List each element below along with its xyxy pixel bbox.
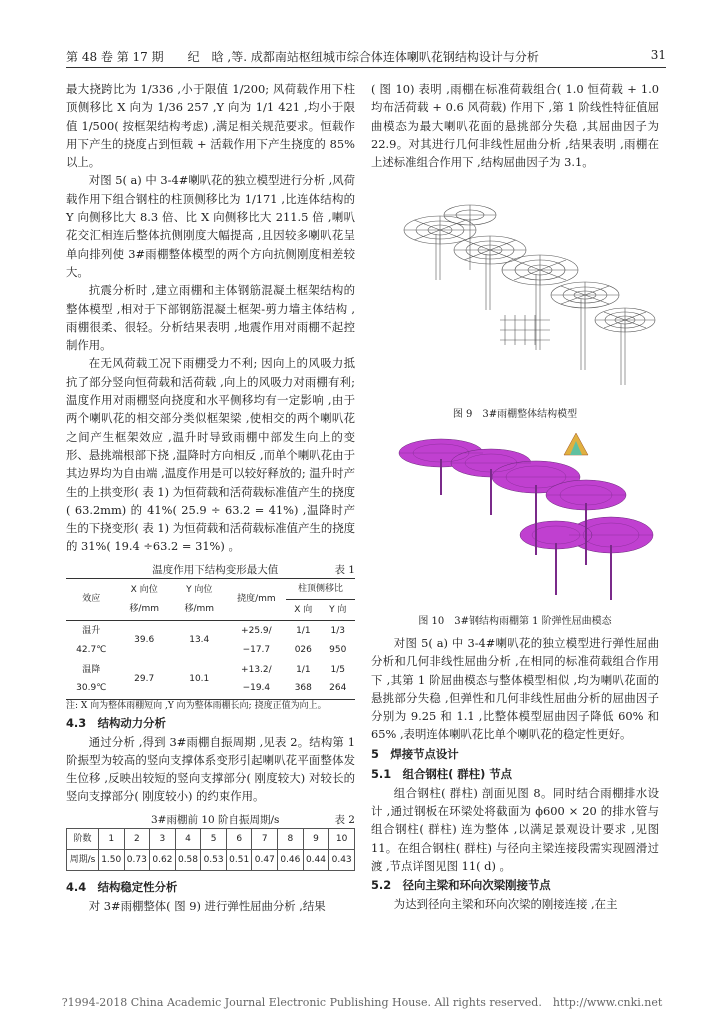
table2-order-label: 阶数 (67, 828, 99, 849)
canopy (404, 216, 476, 280)
base-grid (500, 315, 550, 345)
table-cell: 0.44 (303, 849, 329, 870)
table-cell: 8 (278, 828, 304, 849)
table-cell: 10.1 (172, 660, 227, 699)
table-cell: 13.4 (189, 635, 210, 646)
table-cell: 1/5 264 (321, 660, 355, 699)
table-cell: 1 (98, 828, 124, 849)
header-journal-info: 第 48 卷 第 17 期 纪 晗 ,等. 成都南站枢纽城市综合体连体喇叭花钢结构设计与分析 (66, 50, 539, 64)
table1-header-x-disp: X 向位移/mm (117, 578, 172, 621)
table-row (67, 828, 355, 849)
section-heading: 4.4 结构稳定性分析 (66, 880, 178, 895)
table-cell: +25.9/ −17.7 (241, 626, 272, 655)
table-cell: 29.7 (117, 660, 172, 699)
table-cell: 1.50 (98, 849, 124, 870)
table1-header-effect: 效应 (66, 578, 117, 621)
header-rule (66, 67, 666, 68)
table-cell: 0.46 (278, 849, 304, 870)
page-number: 31 (650, 48, 666, 62)
table1 (66, 578, 355, 700)
table-cell: 0.62 (150, 849, 176, 870)
table-cell: 0.51 (226, 849, 252, 870)
page-footer: ?1994-2018 China Academic Journal Electronic Publishing House. All rights reserved. http://www.cnki.net (61, 996, 663, 1009)
paragraph: 最大挠跨比为 1/336 ,小于限值 1/200; 风荷载作用下柱顶侧移比 X 向为 1/36 257 ,Y 向为 1/1 421 ,均小于限值 1/500( 按框架结构考虑) ,满足相关规范要求。恒载作用下产生的挠度占到恒载 + 活载作用下产生挠度的 85% 以上。 (66, 82, 355, 170)
table-cell: 0.53 (201, 849, 227, 870)
table-cell: 0.58 (175, 849, 201, 870)
table2-period-label: 周期/s (67, 849, 99, 870)
paragraph: 对图 5( a) 中 3-4#喇叭花的独立模型进行弹性屈曲分析和几何非线性屈曲分析 ,在相同的标准荷载组合作用下 ,其第 1 阶屈曲模态与整体模型相似 ,均为喇叭花面的悬挑部分失稳 ,但弹性和几何非线性屈曲分析的屈曲因子分别为 9.25 和 1.1 ,比整体模型屈曲因子降低 60% 和 65% ,表明连体喇叭花比单个喇叭花的稳定性更好。 (371, 636, 659, 742)
table-cell: 4 (175, 828, 201, 849)
table-cell: 10 (329, 828, 355, 849)
paragraph: 对图 5( a) 中 3-4#喇叭花的独立模型进行分析 ,风荷载作用下组合钢柱的柱顶侧移比为 1/171 ,比连体结构的 Y 向侧移比大 8.3 倍、比 X 向侧移比大 211.5 倍 ,喇叭花交汇相连后整体抗侧刚度大幅提高 ,且因较多喇叭花呈单向排列使 3#雨棚整体模型的两个方向抗侧刚度相差较大。 (66, 173, 355, 279)
left-column (66, 80, 355, 916)
table2 (66, 828, 355, 872)
canopy (502, 255, 578, 350)
table1-title: 温度作用下结构变形最大值 (152, 563, 279, 576)
section-heading: 4.3 结构动力分析 (66, 715, 166, 730)
table-cell: +13.2/ −19.4 (227, 660, 286, 699)
section-heading: 5 焊接节点设计 (371, 746, 459, 761)
table-cell: 2 (124, 828, 150, 849)
table1-header-drift-x: X 向 (286, 600, 320, 621)
section-heading: 5.1 组合钢柱( 群柱) 节点 (371, 766, 513, 781)
table1-label: 表 1 (334, 563, 355, 576)
paragraph: 对 3#雨棚整体( 图 9) 进行弹性屈曲分析 ,结果 (88, 899, 326, 914)
table1-caption (66, 562, 355, 578)
figure-10-buckling-mode (396, 425, 666, 610)
table-cell: 0.73 (124, 849, 150, 870)
section-heading: 5.2 径向主梁和环向次梁刚接节点 (371, 878, 551, 893)
table2-title: 3#雨棚前 10 阶自振周期/s (151, 813, 280, 826)
table-cell: 0.47 (252, 849, 278, 870)
table-cell: 1/3 950 (329, 626, 347, 655)
running-header (66, 44, 666, 66)
table-cell: 温升 42.7℃ (76, 626, 107, 655)
figure-9-structure-model (400, 200, 660, 390)
table1-header-y-disp: Y 向位移/mm (172, 578, 227, 621)
table-cell: 5 (201, 828, 227, 849)
table1-note: 注: X 向为整体雨棚短向 ,Y 向为整体雨棚长向; 挠度正值为向上。 (66, 700, 327, 711)
paragraph: 组合钢柱( 群柱) 剖面见图 8。同时结合雨棚排水设计 ,通过钢板在环梁处将截面为 ϕ600 × 20 的排水管与组合钢柱( 群柱) 连为整体 ,以满足景观设计要求 ,见图 11。在组合钢柱( 群柱) 与径向主梁连接段需实现圆滑过渡 ,节点详图见图 11( d) 。 (371, 785, 659, 873)
right-column-bottom (371, 634, 659, 914)
paragraph: 抗震分析时 ,建立雨棚和主体钢筋混凝土框架结构的整体模型 ,相对于下部钢筋混凝土框架-剪力墙主体结构 ,雨棚很柔、很轻。分析结果表明 ,地震作用对雨棚不起控制作用。 (66, 283, 355, 353)
paragraph: 为达到径向主梁和环向次梁的刚接连接 ,在主 (393, 897, 618, 912)
table-cell: 3 (150, 828, 176, 849)
table-row (66, 660, 355, 699)
table-row (66, 621, 355, 660)
table-cell: 1/1 026 (294, 626, 312, 655)
figure-9-caption: 图 9 3#雨棚整体结构模型 (452, 409, 578, 420)
table-cell: 6 (226, 828, 252, 849)
table2-label: 表 2 (334, 813, 355, 826)
table-cell: 1/1 368 (286, 660, 320, 699)
table-cell: 温降 30.9℃ (66, 660, 117, 699)
figure-10-caption: 图 10 3#钢结构雨棚第 1 阶弹性屈曲模态 (418, 616, 612, 627)
paragraph: 在无风荷载工况下雨棚受力不利; 因向上的风吸力抵抗了部分竖向恒荷载和活荷载 ,向上的风吸力对雨棚有利; 温度作用对雨棚竖向挠度和水平侧移均有一定影响 ,由于两个喇叭花的相交部分类似框架梁 ,使相交的两个喇叭花之间产生框架效应 ,温升时导致雨棚中部发生向上的变形、悬挑端根部下挠 ,温降时方向相反 ,而单个喇叭花由于其边界均为自由端 ,温度作用是可以较好释放的; 温升时产生的上拱变形( 表 1) 为恒荷载和活荷载标准值产生的挠度( 63.2mm) 的 41%( 25.9 ÷ 63.2 = 41%) ,温降时产生的下挠变形( 表 1) 为恒荷载和活荷载标准值产生的挠度的 31%( 19.4 ÷63.2 = 31%) 。 (66, 356, 355, 554)
table-cell: 39.6 (134, 635, 155, 646)
paragraph: ( 图 10) 表明 ,雨棚在标准荷载组合( 1.0 恒荷载 + 1.0 均布活荷载 + 0.6 风荷载) 作用下 ,第 1 阶线性特征值屈曲模态为最大喇叭花面的悬挑部分失稳 ,其屈曲因子为 22.9。对其进行几何非线性屈曲分析 ,结果表明 ,雨棚在上述标准组合作用下 ,结构屈曲因子为 3.1。 (371, 82, 659, 170)
paragraph: 通过分析 ,得到 3#雨棚自振周期 ,见表 2。结构第 1 阶振型为较高的竖向支撑体系变形引起喇叭花平面整体发生位移 ,反映出较短的竖向支撑部分( 刚度较大) 对较长的竖向支撑部分( 刚度较小) 的约束作用。 (66, 734, 355, 804)
table1-header-drift: 柱顶侧移比 (286, 578, 355, 599)
table1-header-deflection: 挠度/mm (227, 578, 286, 621)
table1-header-drift-y: Y 向 (321, 600, 355, 621)
table-cell: 0.43 (329, 849, 355, 870)
table-cell: 7 (252, 828, 278, 849)
right-column-top (371, 80, 659, 171)
table2-caption (66, 812, 355, 828)
canopy (595, 308, 655, 385)
canopy (454, 236, 526, 310)
table-row (67, 849, 355, 870)
canopy (444, 205, 496, 270)
table-cell: 9 (303, 828, 329, 849)
